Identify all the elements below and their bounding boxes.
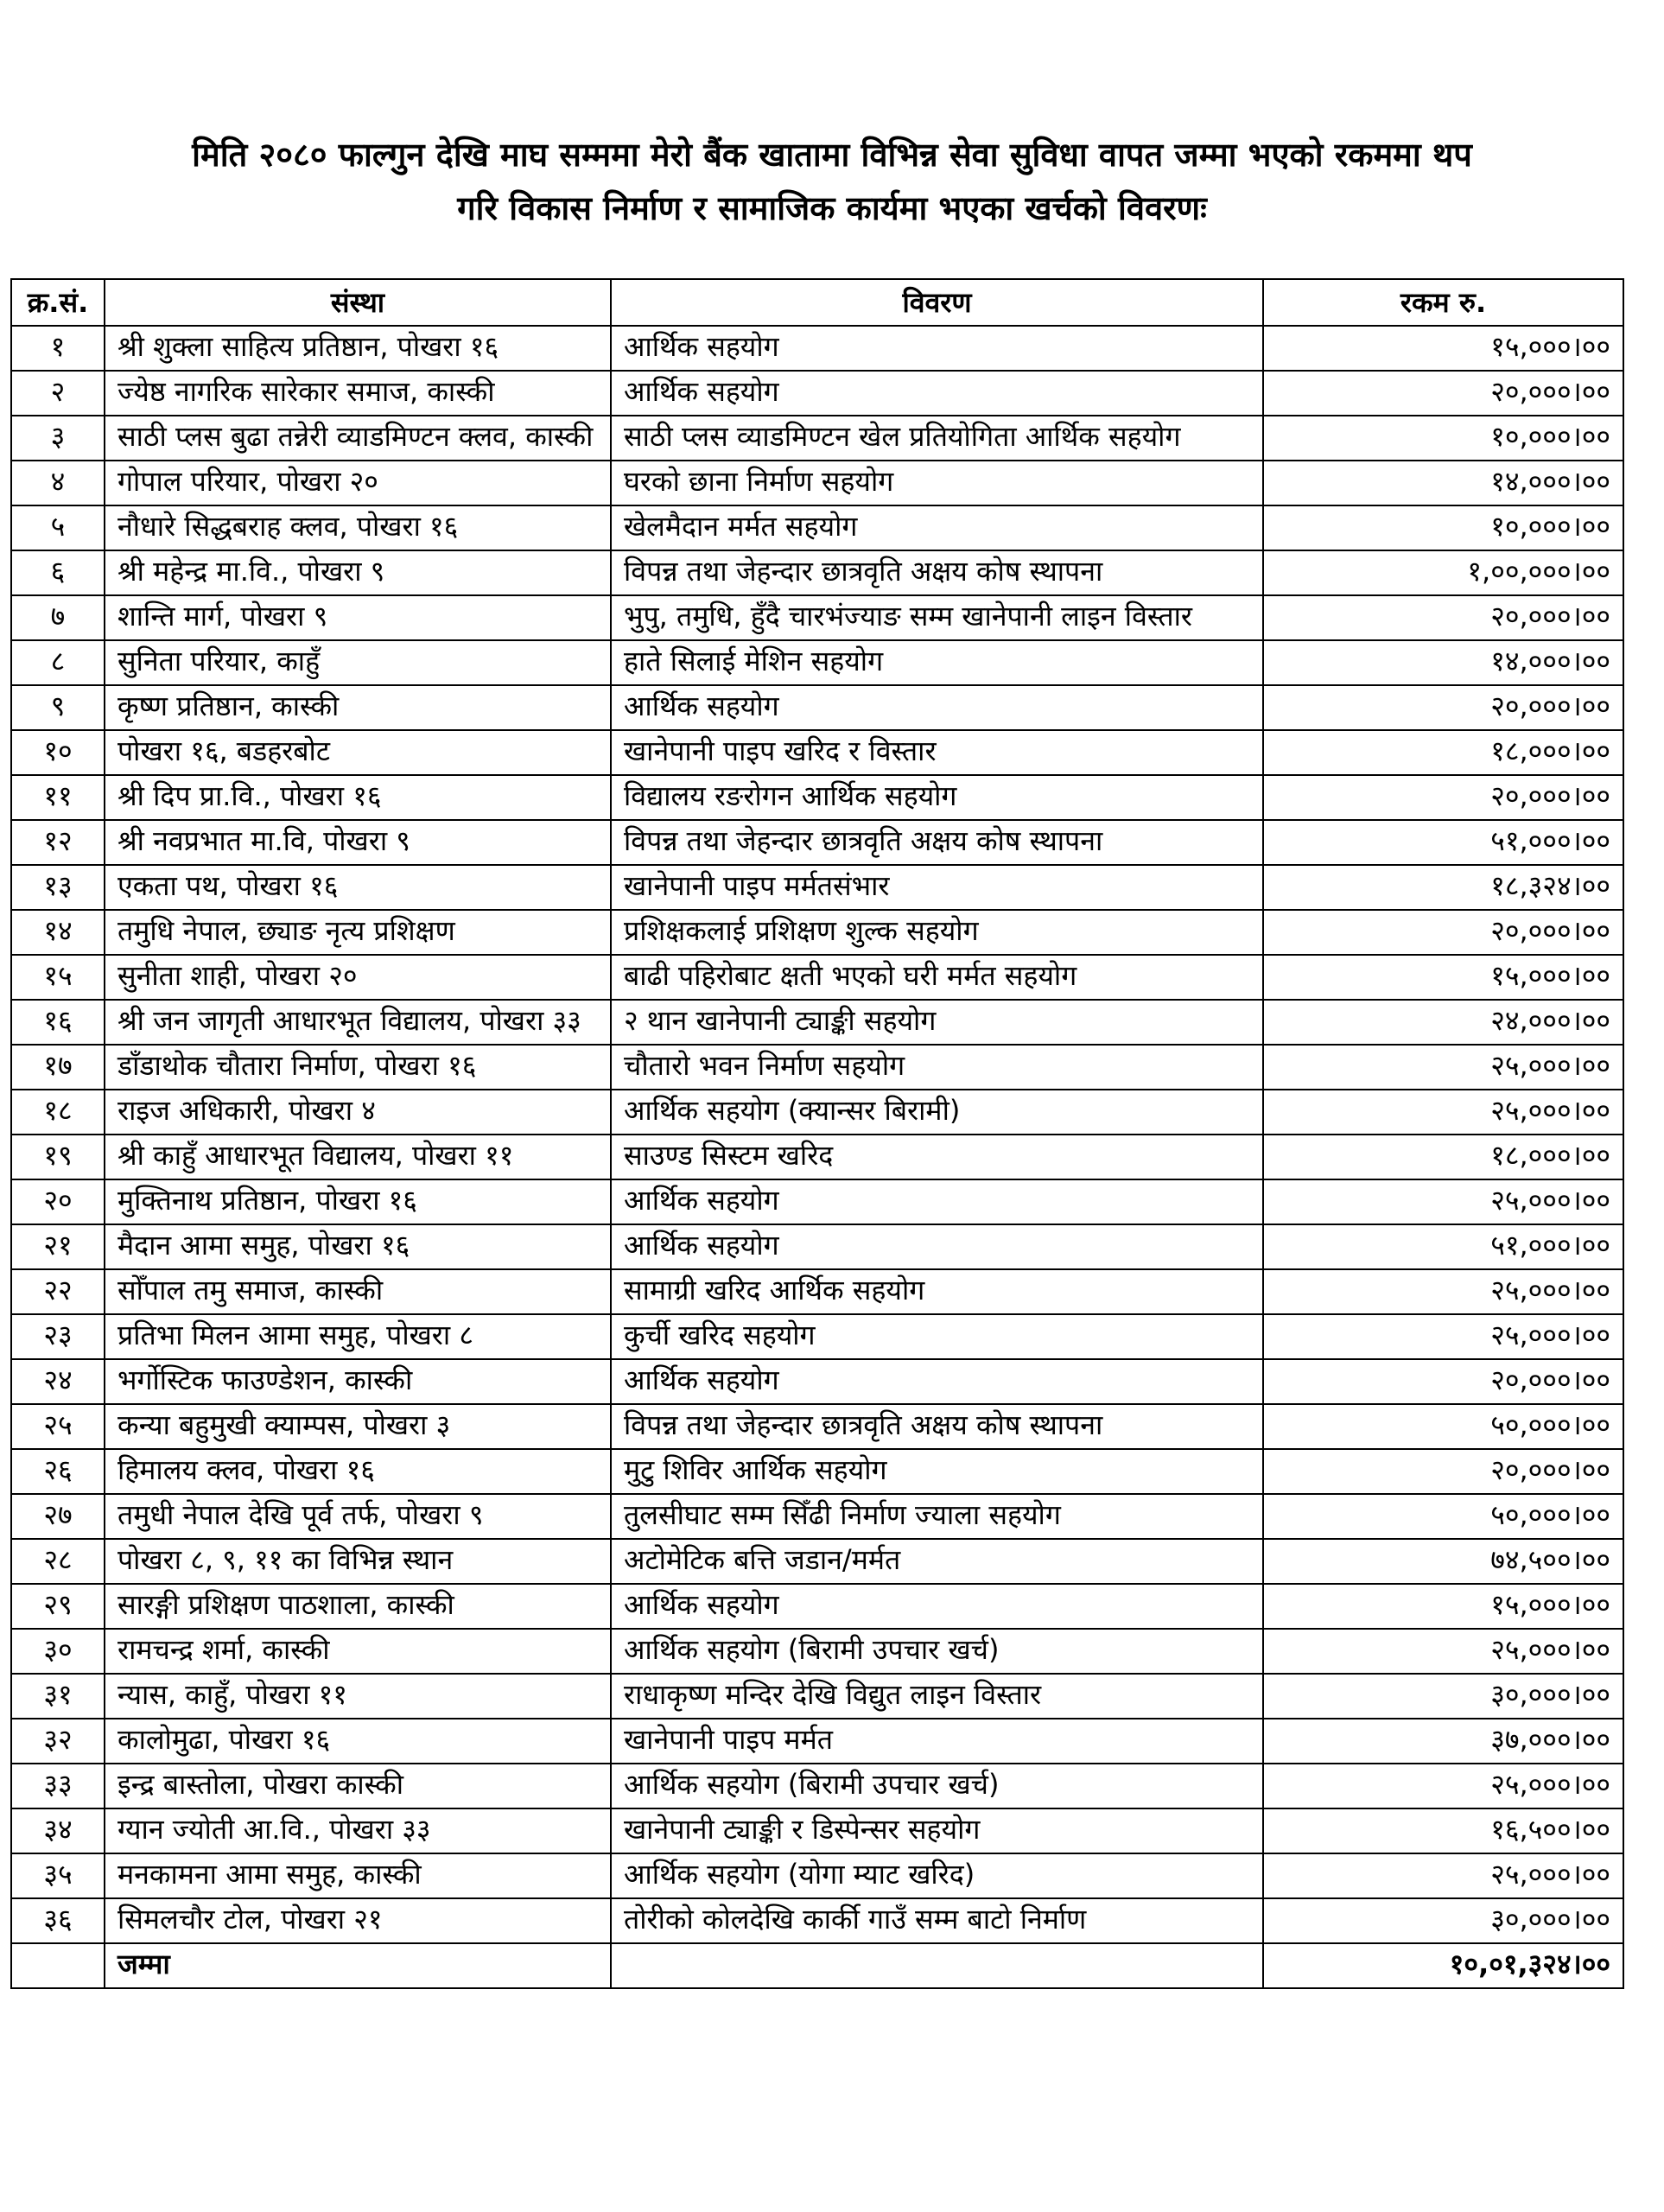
table-row [11,730,1623,775]
cell-serial-number: ९ [11,685,105,730]
cell-amount: २५,०००।०० [1263,1853,1623,1898]
cell-amount: २०,०००।०० [1263,595,1623,640]
cell-description: खानेपानी ट्याङ्की र डिस्पेन्सर सहयोग [611,1808,1263,1853]
table-row [11,550,1623,595]
cell-description: आर्थिक सहयोग [611,371,1263,416]
cell-amount: २५,०००।०० [1263,1090,1623,1135]
expense-table [10,278,1624,1989]
cell-organization: मैदान आमा समुह, पोखरा १६ [105,1224,611,1269]
table-row [11,1494,1623,1539]
table-row [11,1898,1623,1943]
table-row [11,1584,1623,1629]
table-row [11,640,1623,685]
cell-amount: २०,०००।०० [1263,775,1623,820]
cell-amount: १५,०००।०० [1263,955,1623,1000]
cell-organization: सुनिता परियार, काहुँ [105,640,611,685]
cell-serial-number: १ [11,326,105,371]
cell-description: तुलसीघाट सम्म सिँढी निर्माण ज्याला सहयोग [611,1494,1263,1539]
table-row [11,1674,1623,1719]
cell-organization: गोपाल परियार, पोखरा २० [105,461,611,505]
cell-description: साठी प्लस व्याडमिण्टन खेल प्रतियोगिता आर्थिक सहयोग [611,416,1263,461]
cell-amount: २०,०००।०० [1263,371,1623,416]
cell-description: विद्यालय रङरोगन आर्थिक सहयोग [611,775,1263,820]
cell-description: प्रशिक्षकलाई प्रशिक्षण शुल्क सहयोग [611,910,1263,955]
cell-organization: श्री शुक्ला साहित्य प्रतिष्ठान, पोखरा १६ [105,326,611,371]
page-title-line-2: गरि विकास निर्माण र सामाजिक कार्यमा भएका खर्चको विवरणः [457,189,1207,227]
cell-amount: ३०,०००।०० [1263,1674,1623,1719]
cell-serial-number: ११ [11,775,105,820]
cell-organization: पोखरा ८, ९, ११ का विभिन्न स्थान [105,1539,611,1584]
cell-organization: कृष्ण प्रतिष्ठान, कास्की [105,685,611,730]
cell-description: आर्थिक सहयोग (क्यान्सर बिरामी) [611,1090,1263,1135]
cell-description: विपन्न तथा जेहन्दार छात्रवृति अक्षय कोष स्थापना [611,820,1263,865]
cell-serial-number: ५ [11,505,105,550]
total-label: जम्मा [105,1943,611,1988]
table-row [11,1808,1623,1853]
cell-organization: न्यास, काहुँ, पोखरा ११ [105,1674,611,1719]
cell-serial-number: २० [11,1179,105,1224]
cell-amount: १५,०००।०० [1263,326,1623,371]
header-organization: संस्था [105,279,611,326]
cell-description: खानेपानी पाइप मर्मतसंभार [611,865,1263,910]
cell-amount: २५,०००।०० [1263,1045,1623,1090]
table-row [11,1179,1623,1224]
cell-description: अटोमेटिक बत्ति जडान/मर्मत [611,1539,1263,1584]
table-row [11,461,1623,505]
header-description: विवरण [611,279,1263,326]
cell-organization: सोँपाल तमु समाज, कास्की [105,1269,611,1314]
cell-amount: २५,०००।०० [1263,1179,1623,1224]
cell-serial-number: ३ [11,416,105,461]
cell-organization: श्री दिप प्रा.वि., पोखरा १६ [105,775,611,820]
page-title [35,128,1629,235]
cell-amount: १०,०००।०० [1263,416,1623,461]
cell-organization: सिमलचौर टोल, पोखरा २१ [105,1898,611,1943]
cell-amount: ५०,०००।०० [1263,1404,1623,1449]
table-row [11,1853,1623,1898]
cell-description: बाढी पहिरोबाट क्षती भएको घरी मर्मत सहयोग [611,955,1263,1000]
cell-amount: १,००,०००।०० [1263,550,1623,595]
cell-serial-number: २१ [11,1224,105,1269]
cell-serial-number: २४ [11,1359,105,1404]
cell-serial-number: २३ [11,1314,105,1359]
cell-amount: ५०,०००।०० [1263,1494,1623,1539]
cell-serial-number: १६ [11,1000,105,1045]
cell-amount: ३७,०००।०० [1263,1719,1623,1764]
cell-organization: श्री नवप्रभात मा.वि, पोखरा ९ [105,820,611,865]
cell-amount: २०,०००।०० [1263,910,1623,955]
cell-serial-number: १८ [11,1090,105,1135]
table-row [11,1045,1623,1090]
cell-organization: कन्या बहुमुखी क्याम्पस, पोखरा ३ [105,1404,611,1449]
cell-amount: २५,०००।०० [1263,1629,1623,1674]
cell-amount: ७४,५००।०० [1263,1539,1623,1584]
total-amount: १०,०१,३२४।०० [1263,1943,1623,1988]
cell-serial-number: २ [11,371,105,416]
cell-organization: श्री जन जागृती आधारभूत विद्यालय, पोखरा ३३ [105,1000,611,1045]
cell-description: घरको छाना निर्माण सहयोग [611,461,1263,505]
cell-description: खेलमैदान मर्मत सहयोग [611,505,1263,550]
table-row [11,955,1623,1000]
header-row [11,279,1623,326]
table-row [11,685,1623,730]
cell-organization: इन्द्र बास्तोला, पोखरा कास्की [105,1764,611,1808]
table-row [11,1359,1623,1404]
cell-organization: मनकामना आमा समुह, कास्की [105,1853,611,1898]
cell-description: तोरीको कोलदेखि कार्की गाउँ सम्म बाटो निर्माण [611,1898,1263,1943]
cell-description: सामाग्री खरिद आर्थिक सहयोग [611,1269,1263,1314]
table-row [11,1404,1623,1449]
cell-description: आर्थिक सहयोग (बिरामी उपचार खर्च) [611,1629,1263,1674]
table-row [11,1539,1623,1584]
cell-serial-number: ३२ [11,1719,105,1764]
cell-description: साउण्ड सिस्टम खरिद [611,1135,1263,1179]
table-row [11,910,1623,955]
cell-serial-number: २५ [11,1404,105,1449]
cell-serial-number: १७ [11,1045,105,1090]
cell-serial-number: २८ [11,1539,105,1584]
cell-organization: तमुधि नेपाल, छ्याङ नृत्य प्रशिक्षण [105,910,611,955]
cell-organization: श्री महेन्द्र मा.वि., पोखरा ९ [105,550,611,595]
cell-description: आर्थिक सहयोग [611,326,1263,371]
cell-amount: १०,०००।०० [1263,505,1623,550]
cell-serial-number: २६ [11,1449,105,1494]
table-body [11,326,1623,1988]
table-row [11,505,1623,550]
cell-description: खानेपानी पाइप खरिद र विस्तार [611,730,1263,775]
table-row [11,1135,1623,1179]
cell-amount: १५,०००।०० [1263,1584,1623,1629]
cell-organization: हिमालय क्लव, पोखरा १६ [105,1449,611,1494]
table-row [11,1719,1623,1764]
cell-serial-number: १५ [11,955,105,1000]
page-title-line-1: मिति २०८० फाल्गुन देखि माघ सम्ममा मेरो बैंक खातामा विभिन्न सेवा सुविधा वापत जम्मा भएको रकममा थप [192,136,1472,174]
cell-organization: सुनीता शाही, पोखरा २० [105,955,611,1000]
cell-description: आर्थिक सहयोग (बिरामी उपचार खर्च) [611,1764,1263,1808]
cell-amount: १४,०००।०० [1263,461,1623,505]
cell-serial-number: १४ [11,910,105,955]
cell-description: कुर्ची खरिद सहयोग [611,1314,1263,1359]
cell-organization: प्रतिभा मिलन आमा समुह, पोखरा ८ [105,1314,611,1359]
cell-organization: पोखरा १६, बडहरबोट [105,730,611,775]
table-row [11,865,1623,910]
cell-amount: २०,०००।०० [1263,1449,1623,1494]
cell-serial-number: २९ [11,1584,105,1629]
table-row [11,1629,1623,1674]
cell-serial-number: ३६ [11,1898,105,1943]
cell-description: राधाकृष्ण मन्दिर देखि विद्युत लाइन विस्तार [611,1674,1263,1719]
table-row [11,1314,1623,1359]
cell-organization: शान्ति मार्ग, पोखरा ९ [105,595,611,640]
header-amount: रकम रु. [1263,279,1623,326]
cell-description: आर्थिक सहयोग [611,1359,1263,1404]
cell-organization: डाँडाथोक चौतारा निर्माण, पोखरा १६ [105,1045,611,1090]
table-row [11,1224,1623,1269]
cell-description: २ थान खानेपानी ट्याङ्की सहयोग [611,1000,1263,1045]
cell-organization: सारङ्गी प्रशिक्षण पाठशाला, कास्की [105,1584,611,1629]
cell-serial-number: ३५ [11,1853,105,1898]
table-row [11,820,1623,865]
cell-description: भुपु, तमुधि, हुँदै चारभंज्याङ सम्म खानेपानी लाइन विस्तार [611,595,1263,640]
cell-organization: कालोमुढा, पोखरा १६ [105,1719,611,1764]
cell-serial-number: २७ [11,1494,105,1539]
cell-serial-number: १३ [11,865,105,910]
table-row [11,1000,1623,1045]
table-row [11,775,1623,820]
cell-description: आर्थिक सहयोग [611,685,1263,730]
cell-total-description-blank [611,1943,1263,1988]
cell-amount: २०,०००।०० [1263,1359,1623,1404]
cell-description: खानेपानी पाइप मर्मत [611,1719,1263,1764]
cell-serial-number: २२ [11,1269,105,1314]
cell-amount: २५,०००।०० [1263,1314,1623,1359]
table-row [11,326,1623,371]
cell-organization: मुक्तिनाथ प्रतिष्ठान, पोखरा १६ [105,1179,611,1224]
table-row [11,1764,1623,1808]
cell-description: विपन्न तथा जेहन्दार छात्रवृति अक्षय कोष स्थापना [611,1404,1263,1449]
cell-serial-number: ८ [11,640,105,685]
cell-organization: साठी प्लस बुढा तन्नेरी व्याडमिण्टन क्लव, कास्की [105,416,611,461]
cell-amount: २४,०००।०० [1263,1000,1623,1045]
cell-serial-number: ३३ [11,1764,105,1808]
cell-serial-number: ७ [11,595,105,640]
cell-amount: ३०,०००।०० [1263,1898,1623,1943]
cell-description: मुटु शिविर आर्थिक सहयोग [611,1449,1263,1494]
cell-serial-number: ३० [11,1629,105,1674]
cell-organization: भर्गोस्टिक फाउण्डेशन, कास्की [105,1359,611,1404]
cell-serial-number: ४ [11,461,105,505]
cell-amount: २०,०००।०० [1263,685,1623,730]
cell-description: विपन्न तथा जेहन्दार छात्रवृति अक्षय कोष स्थापना [611,550,1263,595]
cell-serial-number: ३४ [11,1808,105,1853]
cell-description: आर्थिक सहयोग [611,1224,1263,1269]
cell-serial-number: १९ [11,1135,105,1179]
cell-description: हाते सिलाई मेशिन सहयोग [611,640,1263,685]
table-row [11,1449,1623,1494]
cell-amount: २५,०००।०० [1263,1764,1623,1808]
cell-total-blank [11,1943,105,1988]
cell-description: आर्थिक सहयोग [611,1179,1263,1224]
cell-organization: रामचन्द्र शर्मा, कास्की [105,1629,611,1674]
cell-organization: नौधारे सिद्धबराह क्लव, पोखरा १६ [105,505,611,550]
total-row [11,1943,1623,1988]
cell-amount: १८,३२४।०० [1263,865,1623,910]
cell-organization: एकता पथ, पोखरा १६ [105,865,611,910]
table-row [11,595,1623,640]
cell-serial-number: ३१ [11,1674,105,1719]
table-row [11,1269,1623,1314]
table-row [11,371,1623,416]
cell-amount: ५१,०००।०० [1263,820,1623,865]
cell-amount: ५१,०००।०० [1263,1224,1623,1269]
cell-amount: १८,०००।०० [1263,730,1623,775]
cell-serial-number: १२ [11,820,105,865]
cell-serial-number: ६ [11,550,105,595]
cell-organization: राइज अधिकारी, पोखरा ४ [105,1090,611,1135]
cell-organization: तमुधी नेपाल देखि पूर्व तर्फ, पोखरा ९ [105,1494,611,1539]
cell-serial-number: १० [11,730,105,775]
cell-organization: ज्येष्ठ नागरिक सारेकार समाज, कास्की [105,371,611,416]
cell-amount: १६,५००।०० [1263,1808,1623,1853]
table-row [11,416,1623,461]
cell-amount: २५,०००।०० [1263,1269,1623,1314]
header-serial-number: क्र.सं. [11,279,105,326]
cell-description: आर्थिक सहयोग [611,1584,1263,1629]
cell-organization: श्री काहुँ आधारभूत विद्यालय, पोखरा ११ [105,1135,611,1179]
cell-organization: ग्यान ज्योती आ.वि., पोखरा ३३ [105,1808,611,1853]
cell-description: चौतारो भवन निर्माण सहयोग [611,1045,1263,1090]
table-row [11,1090,1623,1135]
cell-amount: १८,०००।०० [1263,1135,1623,1179]
table-header [11,279,1623,326]
cell-description: आर्थिक सहयोग (योगा म्याट खरिद) [611,1853,1263,1898]
cell-amount: १४,०००।०० [1263,640,1623,685]
